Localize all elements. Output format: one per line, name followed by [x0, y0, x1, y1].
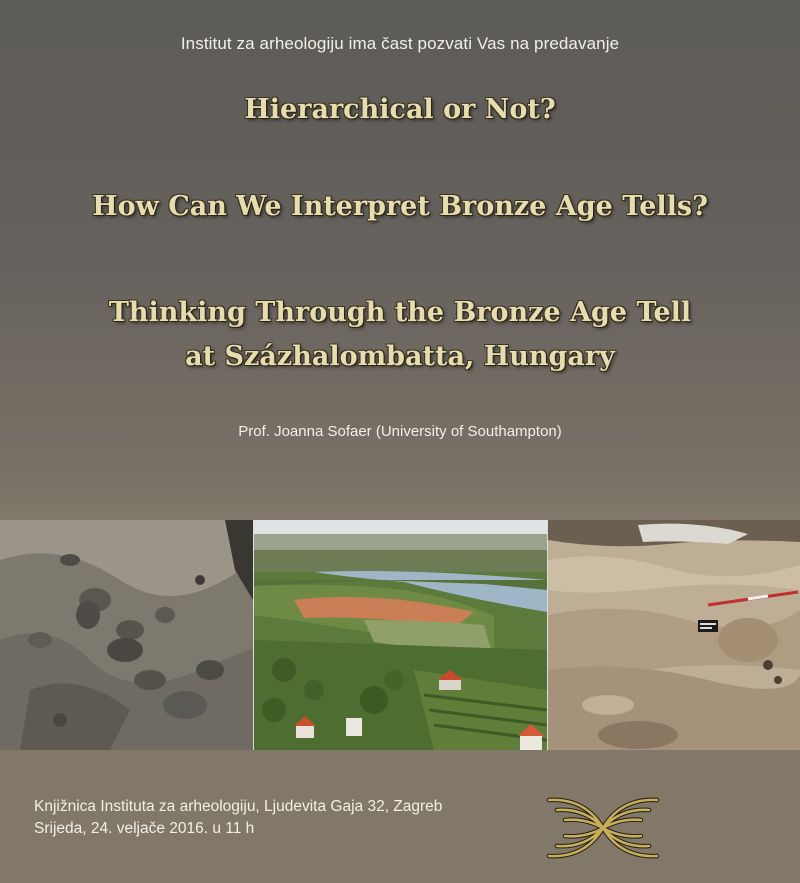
excavation-pottery-photo [0, 520, 253, 750]
venue-address: Knjižnica Instituta za arheologiju, Ljudevita Gaja 32, Zagreb [34, 798, 443, 815]
title-line-1: Hierarchical or Not? [244, 94, 556, 125]
institute-logo-icon [545, 794, 661, 867]
title-line-4: at Százhalombatta, Hungary [185, 341, 615, 372]
speaker-name: Prof. Joanna Sofaer (University of Southampton) [238, 423, 562, 440]
invitation-line: Institut za arheologiju ima čast pozvati Vas na predavanje [180, 34, 620, 53]
photo-strip [0, 520, 800, 750]
title-line-3: Thinking Through the Bronze Age Tell [108, 297, 692, 328]
aerial-tell-landscape-photo [253, 520, 548, 750]
excavation-trench-photo [548, 520, 800, 750]
event-datetime: Srijeda, 24. veljače 2016. u 11 h [34, 820, 255, 837]
footer [0, 750, 800, 883]
title-line-2: How Can We Interpret Bronze Age Tells? [92, 191, 708, 222]
